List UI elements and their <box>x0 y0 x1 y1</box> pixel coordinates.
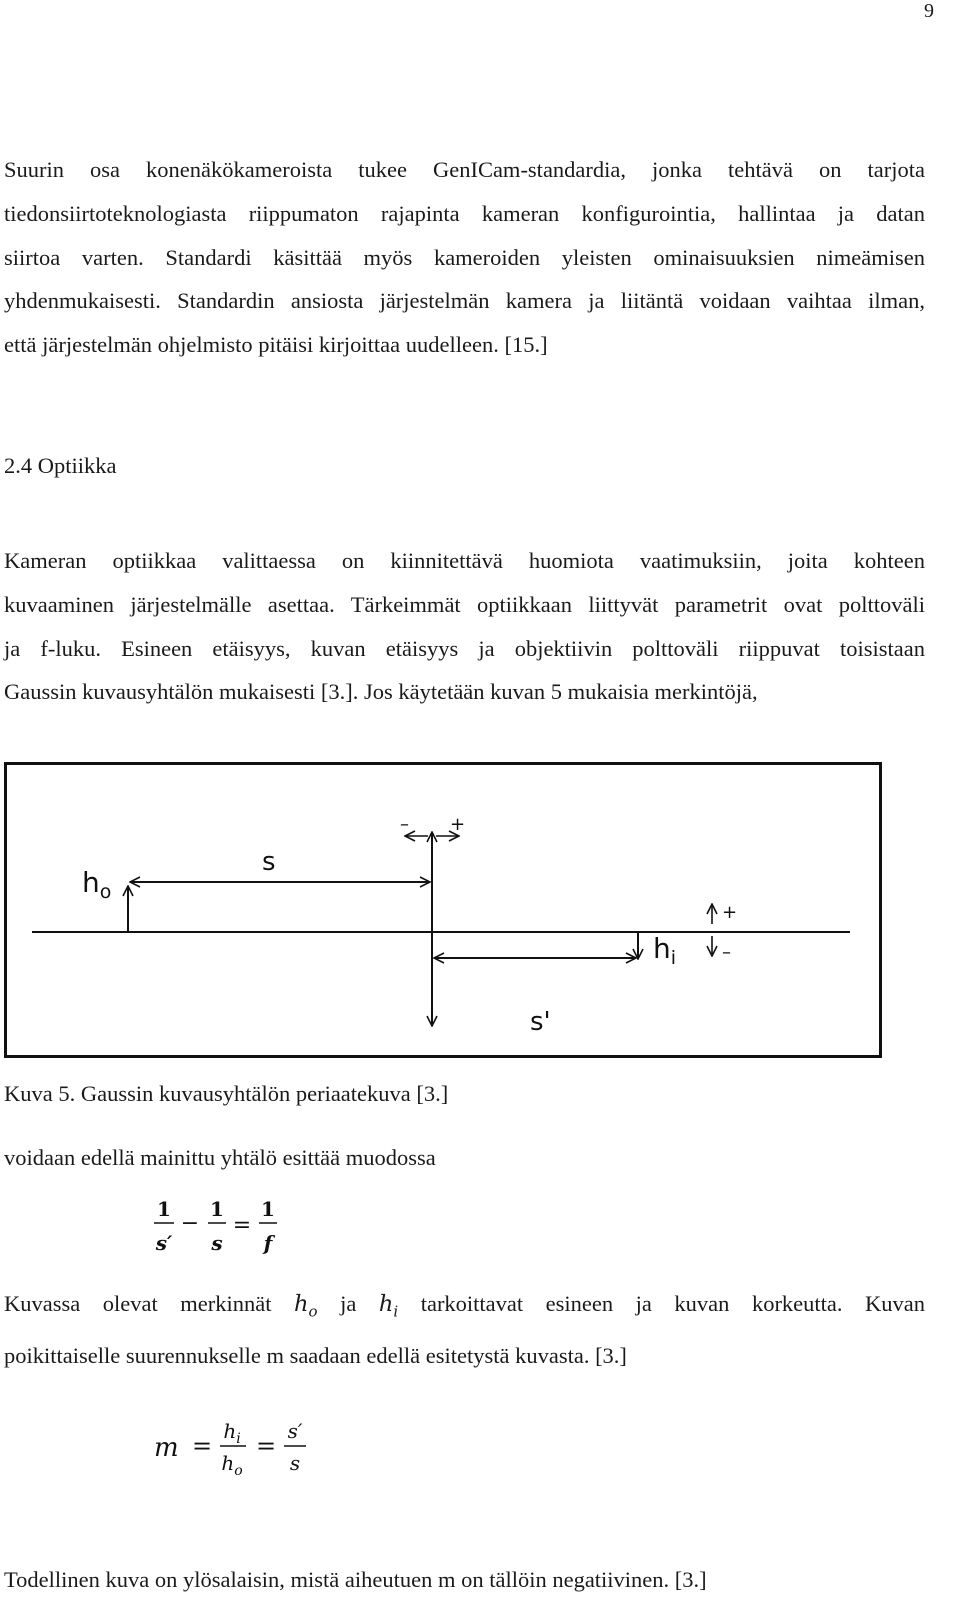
gauss-lens-diagram <box>4 762 882 1058</box>
paragraph-notation <box>4 1282 925 1378</box>
paragraph-optiikka <box>4 539 925 714</box>
text-fragment: ja <box>340 1291 357 1316</box>
math-h: h <box>378 1291 394 1317</box>
figure-border <box>6 764 881 1057</box>
math-h: h <box>294 1291 309 1317</box>
text-line: siirtoa varten. Standardi käsittää myös kameroiden yleisten ominaisuuksien nimeämisen <box>4 244 925 270</box>
section-heading: 2.4 Optiikka <box>4 453 117 478</box>
label-plus-right: + <box>722 902 738 923</box>
text-line: Suurin osa konenäkökameroista tukee GenICam-standardia, jonka tehtävä on tarjota <box>4 157 925 182</box>
label-ho: $h_o$ <box>82 866 112 903</box>
text-fragment: Kuvassa olevat merkinnät <box>4 1291 272 1316</box>
eq2-m: m <box>154 1433 179 1463</box>
text-line: ja f-luku. Esineen etäisyys, kuvan etäisyys ja objektiivin polttoväli riippuvat toisistaan <box>4 635 925 661</box>
eq1-equals: = <box>232 1213 252 1238</box>
magnification-equation <box>150 1414 320 1484</box>
eq1-denominator-s-prime: s′ <box>155 1231 173 1255</box>
label-minus-top: – <box>400 814 409 835</box>
label-s: s <box>262 847 276 877</box>
final-sentence: Todellinen kuva on ylösalaisin, mistä aiheutuen m on tällöin negatiivinen. [3.] <box>4 1567 707 1592</box>
eq2-denominator-s: s <box>289 1451 301 1475</box>
text-line: että järjestelmän ohjelmisto pitäisi kirjoittaa uudelleen. [15.] <box>4 332 548 358</box>
text-line: yhdenmukaisesti. Standardin ansiosta järjestelmän kamera ja liitäntä voidaan vaihtaa ilman, <box>4 288 925 314</box>
eq1-minus: − <box>180 1211 200 1236</box>
eq2-equals-2: = <box>255 1432 277 1460</box>
eq1-denominator-s: s <box>211 1231 223 1255</box>
text-line: tiedonsiirtoteknologiasta riippumaton rajapinta kameran konfigurointia, hallintaa ja datan <box>4 200 925 226</box>
eq1-numerator-2: 1 <box>210 1197 224 1221</box>
eq1-numerator-3: 1 <box>261 1197 275 1221</box>
text-fragment: tarkoittavat esineen ja kuvan korkeutta. Kuvan <box>420 1291 926 1316</box>
gauss-equation <box>150 1194 290 1260</box>
label-minus-right: – <box>722 942 731 963</box>
eq1-denominator-f: f <box>263 1231 273 1255</box>
text-line <box>4 1282 925 1334</box>
eq2-numerator-s-prime: s′ <box>287 1419 303 1443</box>
label-plus-top: + <box>450 814 466 835</box>
label-hi: $h_i$ <box>653 932 677 969</box>
paragraph-genicam <box>4 148 925 367</box>
figure-caption: Kuva 5. Gaussin kuvausyhtälön periaatekuva [3.] <box>4 1081 449 1106</box>
text-line: poikittaiselle suurennukselle m saadaan edellä esitetystä kuvasta. [3.] <box>4 1343 627 1369</box>
math-sub-o: o <box>308 1302 318 1321</box>
eq2-denominator-ho: $h_o$ <box>221 1451 243 1479</box>
label-s-prime: s' <box>530 1007 551 1037</box>
equation-intro: voidaan edellä mainittu yhtälö esittää muodossa <box>4 1145 436 1170</box>
math-hi <box>378 1291 399 1321</box>
eq2-numerator-hi: $h_i$ <box>223 1419 241 1447</box>
page-number: 9 <box>924 0 934 22</box>
eq1-numerator-1: 1 <box>157 1197 171 1221</box>
math-ho <box>294 1291 318 1321</box>
text-line: Gaussin kuvausyhtälön mukaisesti [3.]. Jos käytetään kuvan 5 mukaisia merkintöjä, <box>4 679 758 705</box>
math-sub-i: i <box>393 1302 399 1321</box>
text-line: Kameran optiikkaa valittaessa on kiinnitettävä huomiota vaatimuksiin, joita kohteen <box>4 548 925 573</box>
eq2-equals-1: = <box>191 1432 213 1460</box>
text-line: kuvaaminen järjestelmälle asettaa. Tärkeimmät optiikkaan liittyvät parametrit ovat polttoväli <box>4 591 925 617</box>
